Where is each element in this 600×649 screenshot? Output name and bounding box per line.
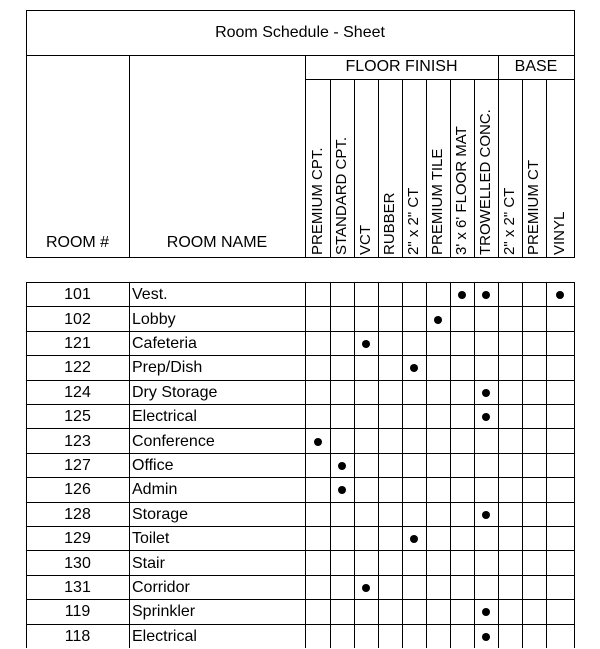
room-name-cell: Admin: [132, 481, 178, 499]
room-number-cell: 127: [64, 456, 91, 474]
column-label: 2" x 2" CT: [405, 187, 422, 255]
room-name-cell: Dry Storage: [132, 383, 218, 401]
column-label: VCT: [357, 225, 374, 255]
room-number-cell: 123: [64, 432, 91, 450]
finish-mark-dot: [362, 584, 370, 592]
finish-mark-dot: [482, 633, 490, 641]
finish-mark-dot: [482, 389, 490, 397]
column-label: 3' x 6' FLOOR MAT: [453, 126, 470, 255]
schedule-title: Room Schedule - Sheet: [215, 23, 385, 41]
room-name-cell: Office: [132, 456, 174, 474]
finish-mark-dot: [362, 340, 370, 348]
column-label: RUBBER: [381, 192, 398, 255]
room-number-cell: 129: [64, 530, 91, 548]
finish-mark-dot: [434, 316, 442, 324]
room-number-cell: 121: [64, 334, 91, 352]
room-name-cell: Stair: [132, 554, 165, 572]
column-label: PREMIUM CT: [525, 160, 542, 255]
column-label: TROWELLED CONC.: [477, 109, 494, 255]
column-label: PREMIUM CPT.: [308, 147, 326, 255]
room-number-cell: 122: [64, 359, 91, 377]
room-number-cell: 131: [64, 578, 91, 596]
table-border-right: [574, 282, 575, 648]
room-name-cell: Electrical: [132, 627, 197, 645]
room-name-header: ROOM NAME: [166, 234, 268, 251]
room-number-cell: 130: [64, 554, 91, 572]
header-col-divider: [546, 79, 547, 257]
floor-finish-header: FLOOR FINISH: [345, 58, 458, 75]
room-name-cell: Sprinkler: [132, 603, 196, 621]
room-number-cell: 124: [64, 383, 91, 401]
column-label: VINYL: [551, 211, 568, 255]
room-number-cell: 101: [64, 286, 91, 304]
base-header: BASE: [514, 58, 558, 75]
header-border-top: [26, 10, 575, 11]
room-name-cell: Storage: [132, 505, 189, 523]
room-number-cell: 125: [64, 408, 91, 426]
column-label: STANDARD CPT.: [333, 136, 350, 255]
room-name-cell: Cafeteria: [132, 334, 197, 352]
room-name-cell: Prep/Dish: [132, 359, 203, 377]
room-number-cell: 118: [64, 627, 91, 645]
room-number-cell: 102: [64, 310, 91, 328]
room-name-cell: Toilet: [132, 530, 170, 548]
room-name-cell: Electrical: [132, 408, 197, 426]
room-number-cell: 126: [64, 481, 91, 499]
room-name-cell: Corridor: [132, 578, 190, 596]
room-name-cell: Conference: [132, 432, 215, 450]
room-number-header: ROOM #: [45, 234, 110, 251]
header-border-left: [26, 10, 27, 258]
finish-mark-dot: [338, 462, 346, 470]
header-border-right: [574, 10, 575, 258]
room-name-cell: Vest.: [132, 286, 168, 304]
room-name-cell: Lobby: [132, 310, 176, 328]
column-label: PREMIUM TILE: [429, 148, 446, 255]
column-label: 2" x 2" CT: [501, 187, 518, 255]
finish-mark-dot: [314, 438, 322, 446]
header-col-divider: [129, 55, 130, 257]
room-number-cell: 128: [64, 505, 91, 523]
finish-mark-dot: [482, 511, 490, 519]
header-border-bottom: [26, 257, 575, 258]
room-number-cell: 119: [64, 603, 91, 621]
